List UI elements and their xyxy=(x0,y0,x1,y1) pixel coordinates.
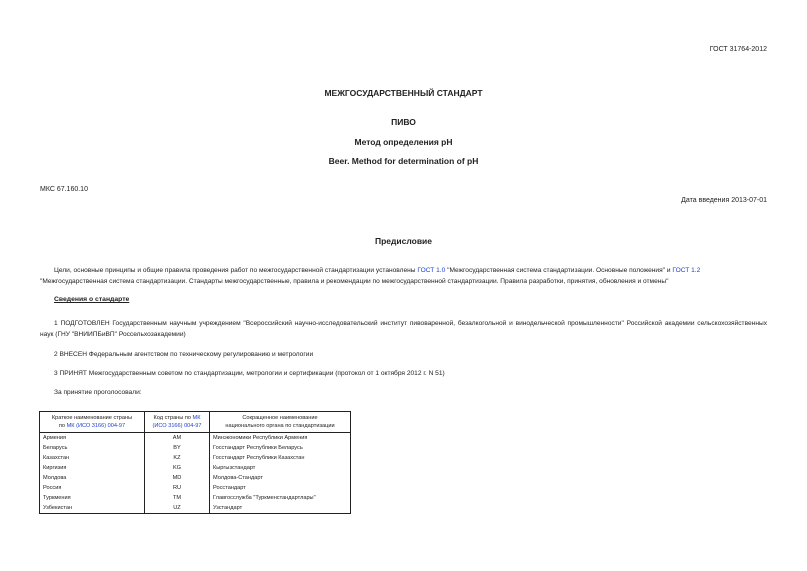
column-header-body xyxy=(210,412,351,433)
mks-code: МКС 67.160.10 xyxy=(40,186,88,193)
column-header-country xyxy=(40,412,145,433)
voting-states-table xyxy=(39,411,351,514)
country-cell: Киргизия xyxy=(40,463,145,473)
gost-1-0-link[interactable]: ГОСТ 1.0 xyxy=(417,267,446,274)
column-header-code-pre: Код страны по xyxy=(153,415,193,421)
standards-body-cell: Минэкономики Республики Армения xyxy=(210,433,351,444)
adopted-by-paragraph: 3 ПРИНЯТ Межгосударственным советом по стандартизации, метрологии и сертификации (протокол от 1 октября 2012 г. N 51) xyxy=(54,370,445,377)
code-cell: KZ xyxy=(145,453,210,463)
code-cell: MD xyxy=(145,473,210,483)
code-cell: KG xyxy=(145,463,210,473)
standards-body-cell: Кыргызстандарт xyxy=(210,463,351,473)
introduced-by-paragraph: 2 ВНЕСЕН Федеральным агентством по техническому регулированию и метрологии xyxy=(54,351,314,358)
standards-body-cell: Главгосслужба "Туркменстандартлары" xyxy=(210,493,351,503)
gost-1-2-link[interactable]: ГОСТ 1.2 xyxy=(672,267,701,274)
standards-body-cell: Узстандарт xyxy=(210,503,351,514)
standards-body-cell: Молдова-Стандарт xyxy=(210,473,351,483)
table-row xyxy=(40,483,351,493)
mk-link[interactable]: МК xyxy=(192,415,201,421)
table-header-row xyxy=(40,412,351,433)
standards-body-cell: Госстандарт Республики Казахстан xyxy=(210,453,351,463)
column-header-body-line1: Сокращенное наименование xyxy=(242,415,318,421)
prepared-by-paragraph: 1 ПОДГОТОВЛЕН Государственным научным учреждением "Всероссийский научно-исследовательский институт пивоваренной, безалкогольной и винодельческой промышленности" Российской академии сельскохозяйственных наук (ГНУ "ВНИИПБиВП" Россельхозакадемии) xyxy=(40,320,767,338)
column-header-country-line1: Краткое наименование страны xyxy=(51,415,133,421)
code-cell: BY xyxy=(145,443,210,453)
preface-text-3: "Межгосударственная система стандартизации. Стандарты межгосударственные, правила и рекомендации по межгосударственной стандартизации. Правила разработки, принятия, обновления и отмены" xyxy=(40,278,669,285)
country-cell: Туркмения xyxy=(40,493,145,503)
preface-text-1: Цели, основные принципы и общие правила проведения работ по межгосударственной стандартизации установлены xyxy=(54,267,418,274)
column-header-country-pre: по xyxy=(58,423,67,429)
country-cell: Россия xyxy=(40,483,145,493)
table-row xyxy=(40,473,351,483)
preface-paragraph xyxy=(40,265,767,287)
document-title: ПИВО xyxy=(391,117,416,127)
country-cell: Беларусь xyxy=(40,443,145,453)
table-row xyxy=(40,493,351,503)
code-cell: AM xyxy=(145,433,210,444)
country-cell: Армения xyxy=(40,433,145,444)
table-row xyxy=(40,453,351,463)
voted-for-label: За принятие проголосовали: xyxy=(54,389,142,396)
column-header-body-line2: национального органа по стандартизации xyxy=(225,423,335,429)
standard-type-heading: МЕЖГОСУДАРСТВЕННЫЙ СТАНДАРТ xyxy=(324,88,483,98)
table-row xyxy=(40,463,351,473)
mk-iso-3166-link[interactable]: МК (ИСО 3166) 004-97 xyxy=(66,423,126,429)
standards-body-cell: Госстандарт Республики Беларусь xyxy=(210,443,351,453)
table-row xyxy=(40,433,351,444)
table-row xyxy=(40,503,351,514)
code-cell: RU xyxy=(145,483,210,493)
table-row xyxy=(40,443,351,453)
document-subtitle-en: Beer. Method for determination of pH xyxy=(328,156,479,166)
preface-text-2: "Межгосударственная система стандартизации. Основные положения" и xyxy=(445,267,673,274)
country-cell: Казахстан xyxy=(40,453,145,463)
code-cell: UZ xyxy=(145,503,210,514)
country-cell: Узбекистан xyxy=(40,503,145,514)
document-code: ГОСТ 31764-2012 xyxy=(709,46,767,53)
country-cell: Молдова xyxy=(40,473,145,483)
column-header-code xyxy=(145,412,210,433)
introduction-date: Дата введения 2013-07-01 xyxy=(681,197,767,204)
standards-body-cell: Росстандарт xyxy=(210,483,351,493)
iso-3166-link[interactable]: (ИСО 3166) 004-97 xyxy=(152,423,202,429)
document-subtitle-ru: Метод определения pH xyxy=(354,137,453,147)
code-cell: TM xyxy=(145,493,210,503)
preface-heading: Предисловие xyxy=(374,236,433,246)
standard-info-heading: Сведения о стандарте xyxy=(54,296,130,303)
